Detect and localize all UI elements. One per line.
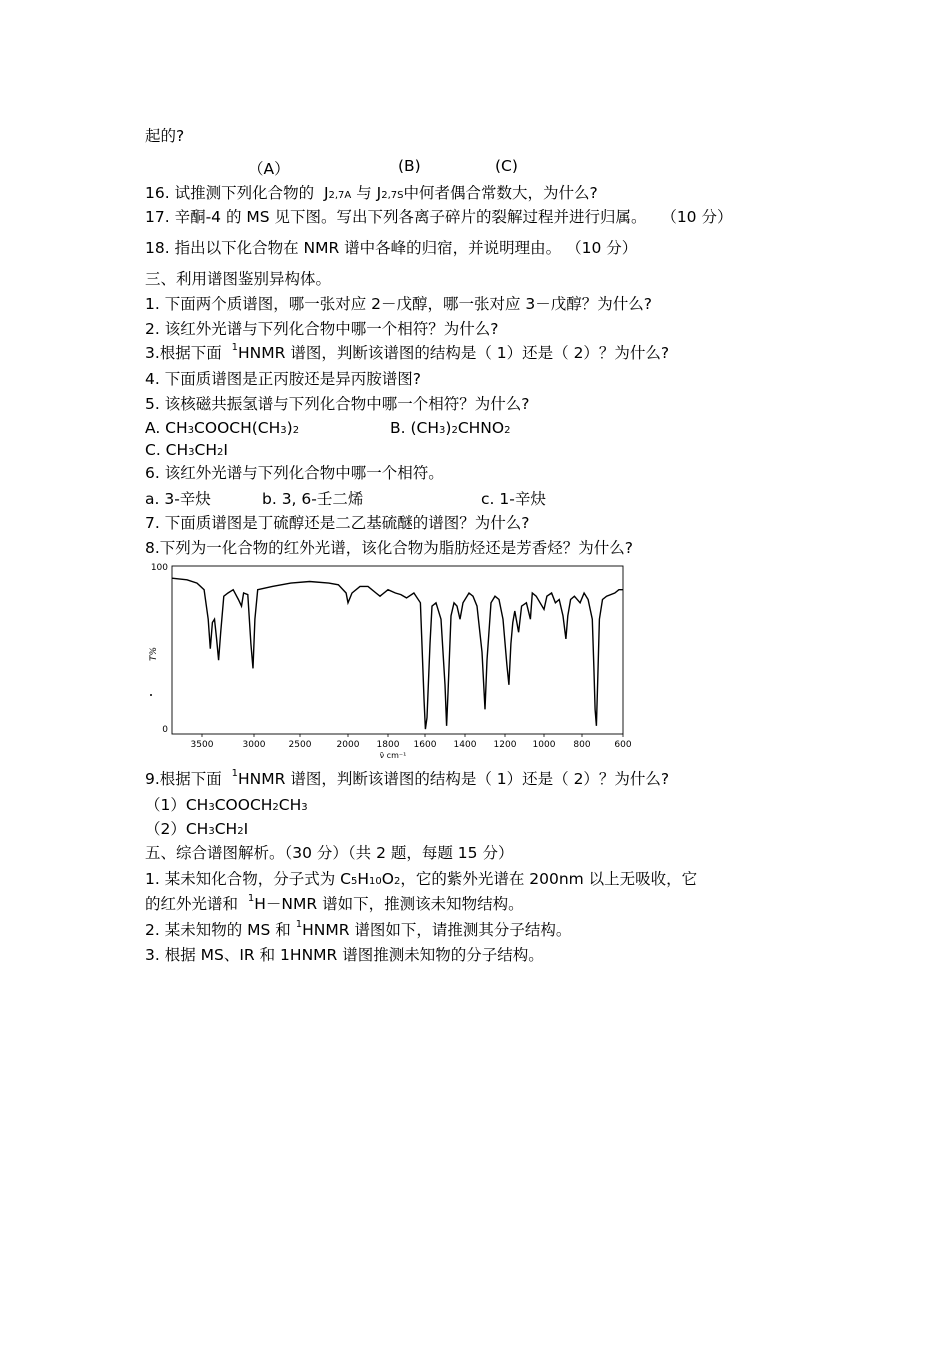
line-question-fragment: 起的?: [145, 127, 185, 145]
section-five-heading: 五、综合谱图解析。（30 分）（共 2 题，每题 15 分）: [145, 844, 514, 862]
question-16: 16. 试推测下列化合物的 J2,7A 与 J2,7S中何者偶合常数大，为什么?: [145, 184, 598, 202]
item-3: 3.根据下面 $^1$HNMR 谱图，判断该谱图的结构是（ 1）还是（ 2）？为什么?: [145, 342, 670, 362]
x-tick-label: 1200: [493, 740, 517, 750]
problem-1-line-2: 的红外光谱和 $^1$H－NMR 谱如下，推测该未知物结构。: [145, 893, 524, 913]
x-tick-label: 1000: [532, 740, 556, 750]
x-tick-label: 2500: [288, 740, 312, 750]
item-4: 4. 下面质谱图是正丙胺还是异丙胺谱图?: [145, 370, 421, 388]
chart-frame: [172, 566, 623, 734]
item-5-option-c: C. CH3CH2I: [145, 441, 228, 459]
x-tick-label: 1400: [453, 740, 477, 750]
item-5-option-a: A. CH3COOCH(CH3)2: [145, 419, 300, 437]
option-c: (C): [495, 157, 518, 175]
question-17: 17. 辛酮-4 的 MS 见下图。写出下列各离子碎片的裂解过程并进行归属。 （10 分）: [145, 208, 733, 226]
section-three-heading: 三、利用谱图鉴别异构体。: [145, 270, 332, 288]
item-1: 1. 下面两个质谱图，哪一张对应 2－戊醇，哪一张对应 3－戊醇？为什么?: [145, 295, 653, 313]
item-5: 5. 该核磁共振氢谱与下列化合物中哪一个相符？为什么?: [145, 395, 530, 413]
x-tick-label: 3000: [242, 740, 266, 750]
ir-spectrum-chart: [148, 562, 638, 762]
y-axis-label: T%: [149, 646, 159, 662]
item-9-option-2: （2）CH3CH2I: [145, 820, 249, 838]
x-tick-label: 800: [573, 740, 591, 750]
item-6-option-b: b. 3, 6-壬二烯: [262, 490, 364, 508]
ir-spectrum-line: [172, 578, 623, 729]
x-tick-label: 1600: [413, 740, 437, 750]
item-7: 7. 下面质谱图是丁硫醇还是二乙基硫醚的谱图？为什么?: [145, 514, 530, 532]
option-b: (B): [398, 157, 421, 175]
x-axis-label: ν̄ cm⁻¹: [379, 751, 407, 760]
item-6-option-c: c. 1-辛炔: [481, 490, 546, 508]
problem-3: 3. 根据 MS、IR 和 1HNMR 谱图推测未知物的分子结构。: [145, 946, 544, 964]
x-tick-label: 600: [614, 740, 632, 750]
item-6-option-a: a. 3-辛炔: [145, 490, 211, 508]
item-8: 8.下列为一化合物的红外光谱，该化合物为脂肪烃还是芳香烃？为什么?: [145, 539, 634, 557]
problem-1-line-1: 1. 某未知化合物，分子式为 C5H10O2，它的紫外光谱在 200nm 以上无吸收，它: [145, 870, 698, 888]
item-9-option-1: （1）CH3COOCH2CH3: [145, 796, 308, 814]
item-5-option-b: B. (CH3)2CHNO2: [390, 419, 511, 437]
x-tick-label: 2000: [336, 740, 360, 750]
item-6: 6. 该红外光谱与下列化合物中哪一个相符。: [145, 464, 444, 482]
problem-2: 2. 某未知物的 MS 和 $^1$HNMR 谱图如下，请推测其分子结构。: [145, 919, 572, 939]
x-tick-label: 1800: [376, 740, 400, 750]
item-2: 2. 该红外光谱与下列化合物中哪一个相符？为什么?: [145, 320, 499, 338]
item-9: 9.根据下面 $^1$HNMR 谱图，判断该谱图的结构是（ 1）还是（ 2）？为什么?: [145, 768, 670, 788]
question-18: 18. 指出以下化合物在 NMR 谱中各峰的归宿，并说明理由。 （10 分）: [145, 239, 638, 257]
y-tick-bottom: 0: [162, 725, 168, 735]
speck-dot: [150, 694, 152, 696]
option-a: （A）: [248, 160, 290, 178]
x-tick-label: 3500: [190, 740, 214, 750]
y-tick-top: 100: [150, 563, 168, 573]
